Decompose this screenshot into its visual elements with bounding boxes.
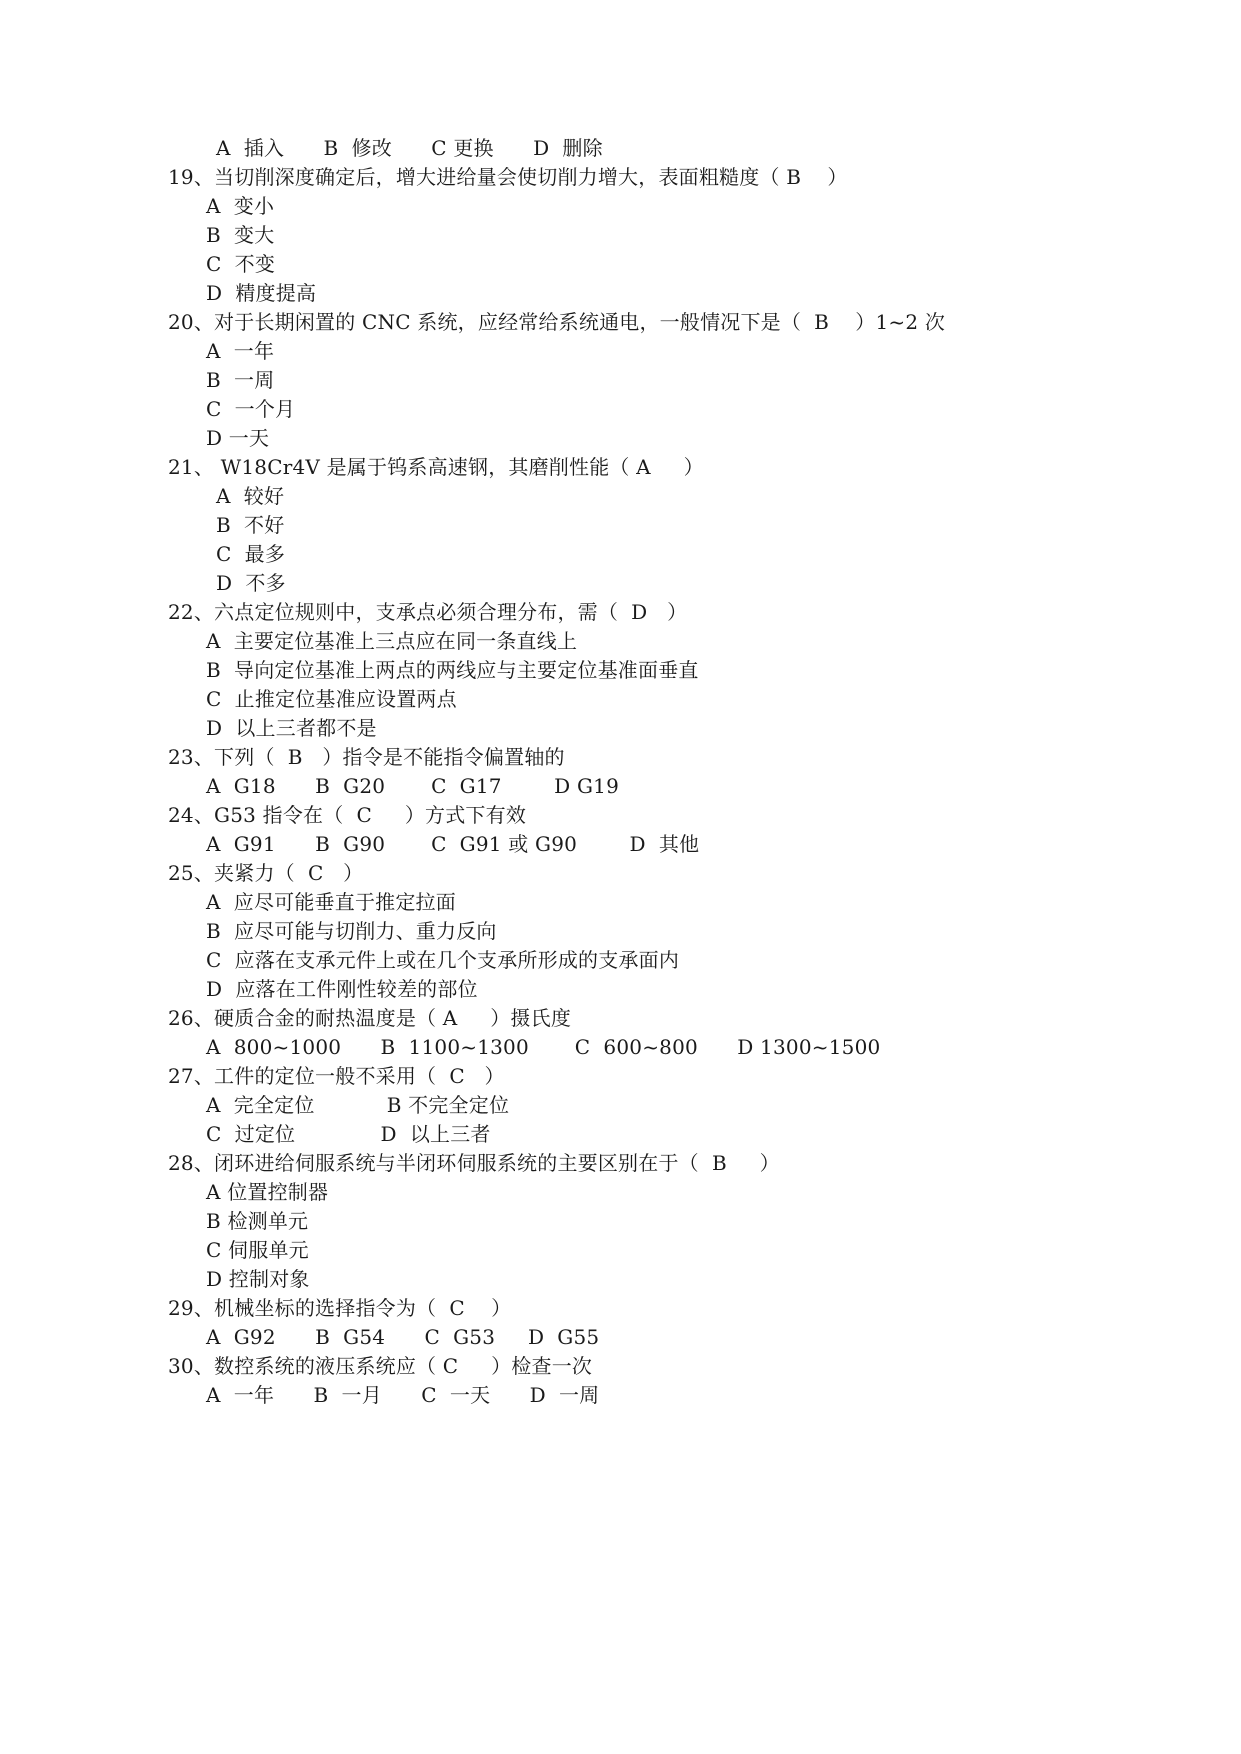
q21-option-d: D 不多 — [216, 571, 286, 595]
q22-option-c: C 止推定位基准应设置两点 — [206, 687, 457, 711]
q21-option-b: B 不好 — [216, 513, 285, 537]
q20-option-d: D 一天 — [206, 426, 270, 450]
q23-options: A G18 B G20 C G17 D G19 — [206, 774, 619, 798]
q20-question: 20、对于长期闲置的 CNC 系统，应经常给系统通电，一般情况下是（ B ）1~2 次 — [168, 310, 946, 334]
q29-options: A G92 B G54 C G53 D G55 — [206, 1325, 600, 1349]
q27-options-cd: C 过定位 D 以上三者 — [206, 1122, 491, 1146]
q18-options: A 插入 B 修改 C 更换 D 删除 — [216, 136, 603, 160]
q30-options: A 一年 B 一月 C 一天 D 一周 — [206, 1383, 600, 1407]
q25-option-a: A 应尽可能垂直于推定拉面 — [206, 890, 456, 914]
q28-question: 28、闭环进给伺服系统与半闭环伺服系统的主要区别在于（ B ） — [168, 1151, 780, 1175]
q21-option-a: A 较好 — [216, 484, 285, 508]
q19-option-b: B 变大 — [206, 223, 275, 247]
q29-question: 29、机械坐标的选择指令为（ C ） — [168, 1296, 512, 1320]
q20-option-c: C 一个月 — [206, 397, 296, 421]
q26-question: 26、硬质合金的耐热温度是（ A ）摄氏度 — [168, 1006, 572, 1030]
q25-option-d: D 应落在工件刚性较差的部位 — [206, 977, 478, 1001]
q19-question: 19、当切削深度确定后，增大进给量会使切削力增大，表面粗糙度（ B ） — [168, 165, 848, 189]
q28-option-d: D 控制对象 — [206, 1267, 310, 1291]
q26-options: A 800~1000 B 1100~1300 C 600~800 D 1300~1500 — [206, 1035, 881, 1059]
q22-option-a: A 主要定位基准上三点应在同一条直线上 — [206, 629, 578, 653]
q30-question: 30、数控系统的液压系统应（ C ）检查一次 — [168, 1354, 593, 1378]
q27-question: 27、工件的定位一般不采用（ C ） — [168, 1064, 505, 1088]
q22-option-b: B 导向定位基准上两点的两线应与主要定位基准面垂直 — [206, 658, 699, 682]
q24-question: 24、G53 指令在（ C ）方式下有效 — [168, 803, 527, 827]
q25-option-c: C 应落在支承元件上或在几个支承所形成的支承面内 — [206, 948, 680, 972]
q21-option-c: C 最多 — [216, 542, 286, 566]
q25-question: 25、夹紧力（ C ） — [168, 861, 364, 885]
q28-option-a: A 位置控制器 — [206, 1180, 329, 1204]
q27-options-ab: A 完全定位 B 不完全定位 — [206, 1093, 510, 1117]
q22-option-d: D 以上三者都不是 — [206, 716, 377, 740]
q24-options: A G91 B G90 C G91 或 G90 D 其他 — [206, 832, 700, 856]
q19-option-a: A 变小 — [206, 194, 275, 218]
q21-question: 21、 W18Cr4V 是属于钨系高速钢，其磨削性能（ A ） — [168, 455, 704, 479]
q28-option-b: B 检测单元 — [206, 1209, 309, 1233]
q28-option-c: C 伺服单元 — [206, 1238, 309, 1262]
q23-question: 23、下列（ B ）指令是不能指令偏置轴的 — [168, 745, 565, 769]
q19-option-c: C 不变 — [206, 252, 276, 276]
q22-question: 22、六点定位规则中，支承点必须合理分布，需（ D ） — [168, 600, 688, 624]
q25-option-b: B 应尽可能与切削力、重力反向 — [206, 919, 497, 943]
q19-option-d: D 精度提高 — [206, 281, 317, 305]
q20-option-a: A 一年 — [206, 339, 275, 363]
q20-option-b: B 一周 — [206, 368, 275, 392]
